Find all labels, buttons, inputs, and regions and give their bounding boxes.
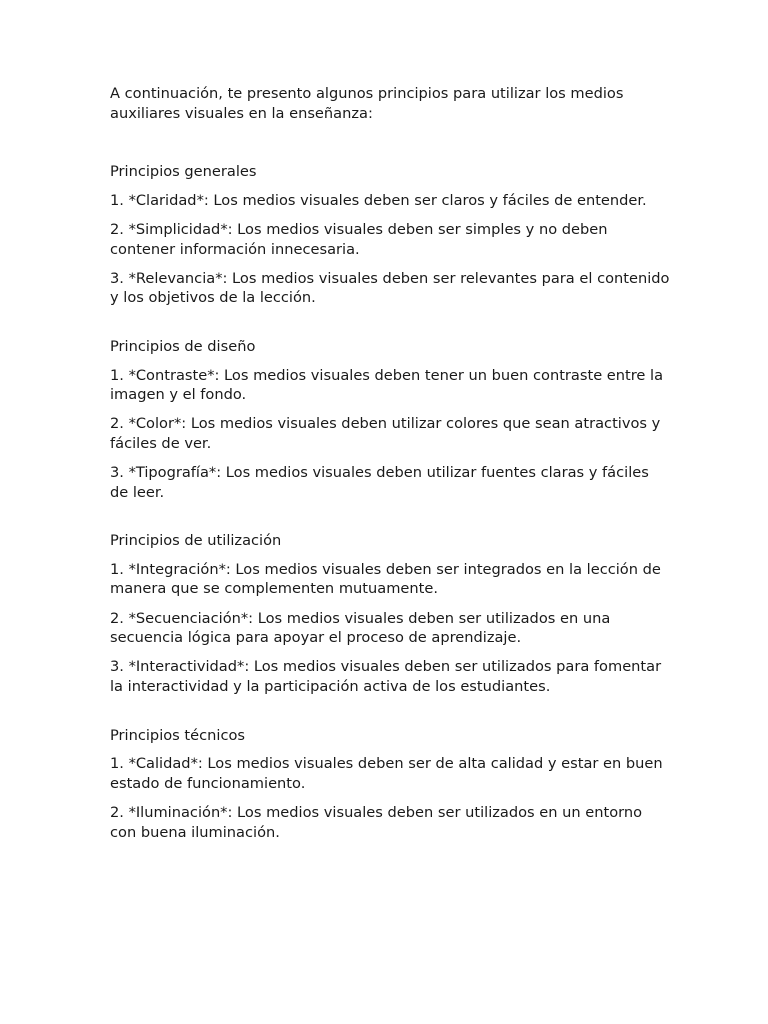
section-title: Principios de diseño [110, 337, 256, 355]
intro-paragraph: A continuación, te presento algunos principios para utilizar los medios auxiliares visuales en la enseñanza: [110, 85, 624, 122]
list-item: 3. *Tipografía*: Los medios visuales deben utilizar fuentes claras y fáciles de leer. [110, 464, 649, 501]
document-page [110, 84, 670, 852]
list-item: 2. *Color*: Los medios visuales deben utilizar colores que sean atractivos y fáciles de ver. [110, 415, 661, 452]
section-design [110, 337, 670, 502]
list-item: 3. *Relevancia*: Los medios visuales deben ser relevantes para el contenido y los objetivos de la lección. [110, 269, 670, 307]
list-item: 2. *Secuenciación*: Los medios visuales deben ser utilizados en una secuencia lógica para apoyar el proceso de aprendizaje. [110, 609, 611, 647]
list-item: 2. *Iluminación*: Los medios visuales deben ser utilizados en un entorno con buena iluminación. [110, 804, 643, 841]
section-title: Principios técnicos [110, 726, 245, 744]
list-item: 1. *Claridad*: Los medios visuales deben ser claros y fáciles de entender. [110, 191, 647, 209]
list-item: 1. *Integración*: Los medios visuales deben ser integrados en la lección de manera que se complementen mutuamente. [110, 560, 661, 598]
list-item: 3. *Interactividad*: Los medios visuales deben ser utilizados para fomentar la interactividad y la participación activa de los estudiantes. [110, 658, 662, 696]
section-general [110, 162, 670, 308]
list-item: 1. *Calidad*: Los medios visuales deben ser de alta calidad y estar en buen estado de funcionamiento. [110, 755, 663, 792]
list-item: 2. *Simplicidad*: Los medios visuales deben ser simples y no deben contener información innecesaria. [110, 220, 608, 258]
list-item: 1. *Contraste*: Los medios visuales deben tener un buen contraste entre la imagen y el fondo. [110, 366, 664, 404]
section-title: Principios generales [110, 163, 257, 181]
section-title: Principios de utilización [110, 532, 282, 550]
section-usage [110, 531, 670, 696]
section-technical [110, 726, 670, 843]
